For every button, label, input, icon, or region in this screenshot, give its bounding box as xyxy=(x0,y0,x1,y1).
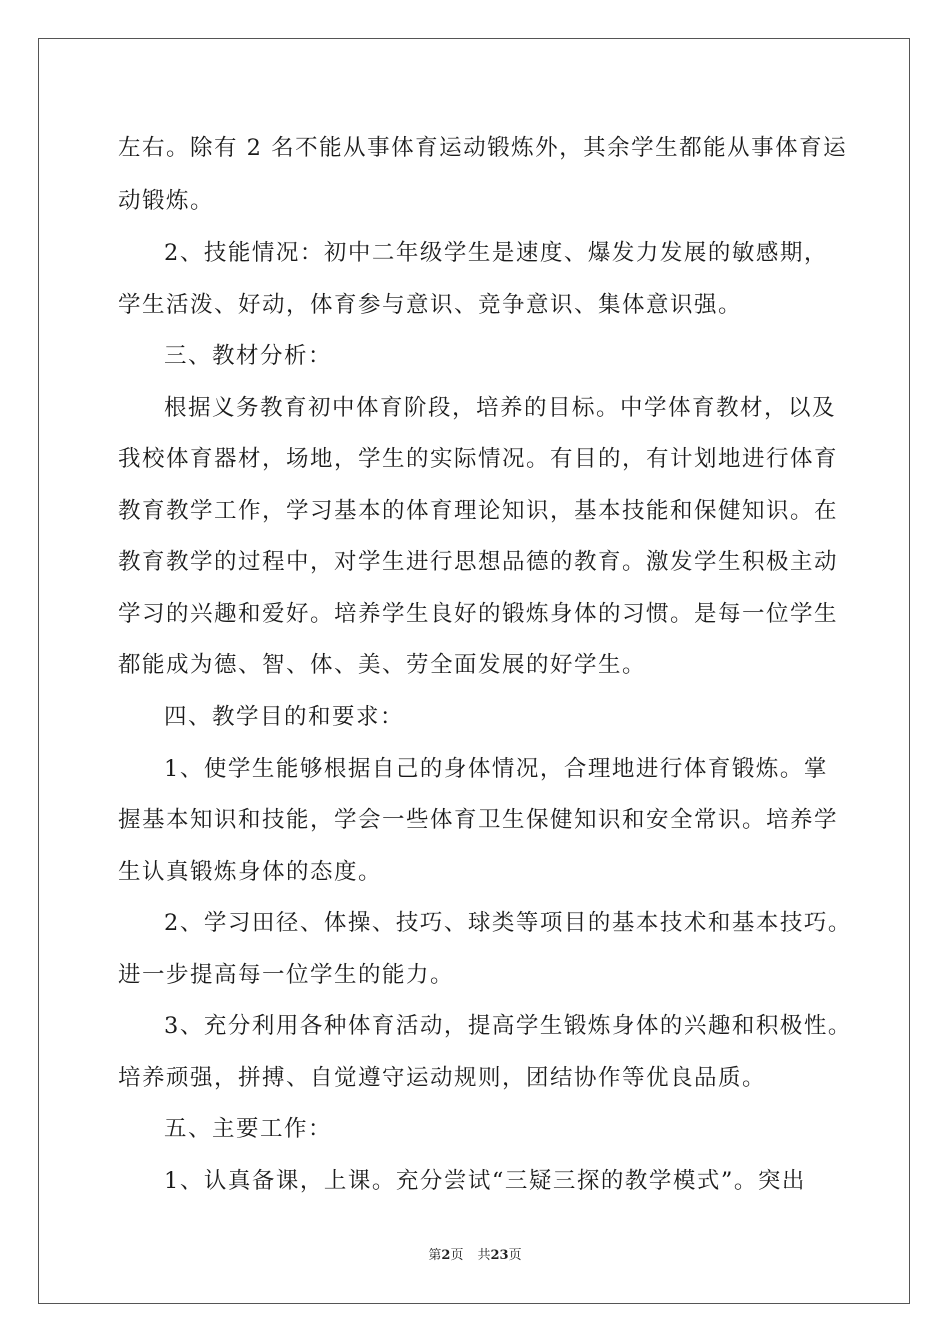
text-line: 教育教学工作，学习基本的体育理论知识，基本技能和保健知识。在 xyxy=(118,498,839,524)
text-line: 左右。除有 2 名不能从事体育运动锻炼外，其余学生都能从事体育运 xyxy=(118,135,848,161)
text-line: 进一步提高每一位学生的能力。 xyxy=(118,962,455,988)
page-suffix: 页 xyxy=(450,1248,464,1263)
text-line: 学习的兴趣和爱好。培养学生良好的锻炼身体的习惯。是每一位学生 xyxy=(118,601,839,627)
text-line: 2、学习田径、体操、技巧、球类等项目的基本技术和基本技巧。 xyxy=(164,910,852,936)
text-line: 培养顽强，拼搏、自觉遵守运动规则，团结协作等优良品质。 xyxy=(118,1065,767,1091)
section-heading: 四、教学目的和要求： xyxy=(164,704,405,730)
section-heading: 三、教材分析： xyxy=(164,343,333,369)
text-line: 我校体育器材，场地，学生的实际情况。有目的，有计划地进行体育 xyxy=(118,446,839,472)
section-heading: 五、主要工作： xyxy=(164,1116,333,1142)
text-line: 学生活泼、好动，体育参与意识、竞争意识、集体意识强。 xyxy=(118,292,743,318)
current-page-number: 2 xyxy=(441,1248,451,1263)
text-line: 生认真锻炼身体的态度。 xyxy=(118,859,383,885)
total-page-count: 23 xyxy=(490,1248,509,1263)
text-line: 根据义务教育初中体育阶段，培养的目标。中学体育教材，以及 xyxy=(164,395,837,421)
text-line: 教育教学的过程中，对学生进行思想品德的教育。激发学生积极主动 xyxy=(118,549,839,575)
text-line: 握基本知识和技能，学会一些体育卫生保健知识和安全常识。培养学 xyxy=(118,807,839,833)
text-line: 都能成为德、智、体、美、劳全面发展的好学生。 xyxy=(118,652,647,678)
text-line: 2、技能情况：初中二年级学生是速度、爆发力发展的敏感期， xyxy=(164,240,828,266)
total-prefix: 共 xyxy=(477,1248,491,1263)
text-line: 3、充分利用各种体育活动，提高学生锻炼身体的兴趣和积极性。 xyxy=(164,1013,852,1039)
text-line: 动锻炼。 xyxy=(118,188,215,214)
page-prefix: 第 xyxy=(428,1248,442,1263)
text-line: 1、认真备课，上课。充分尝试“三疑三探的教学模式”。突出 xyxy=(164,1168,806,1194)
page-footer xyxy=(0,1247,950,1265)
text-line: 1、使学生能够根据自己的身体情况，合理地进行体育锻炼。掌 xyxy=(164,756,828,782)
total-suffix: 页 xyxy=(508,1248,522,1263)
